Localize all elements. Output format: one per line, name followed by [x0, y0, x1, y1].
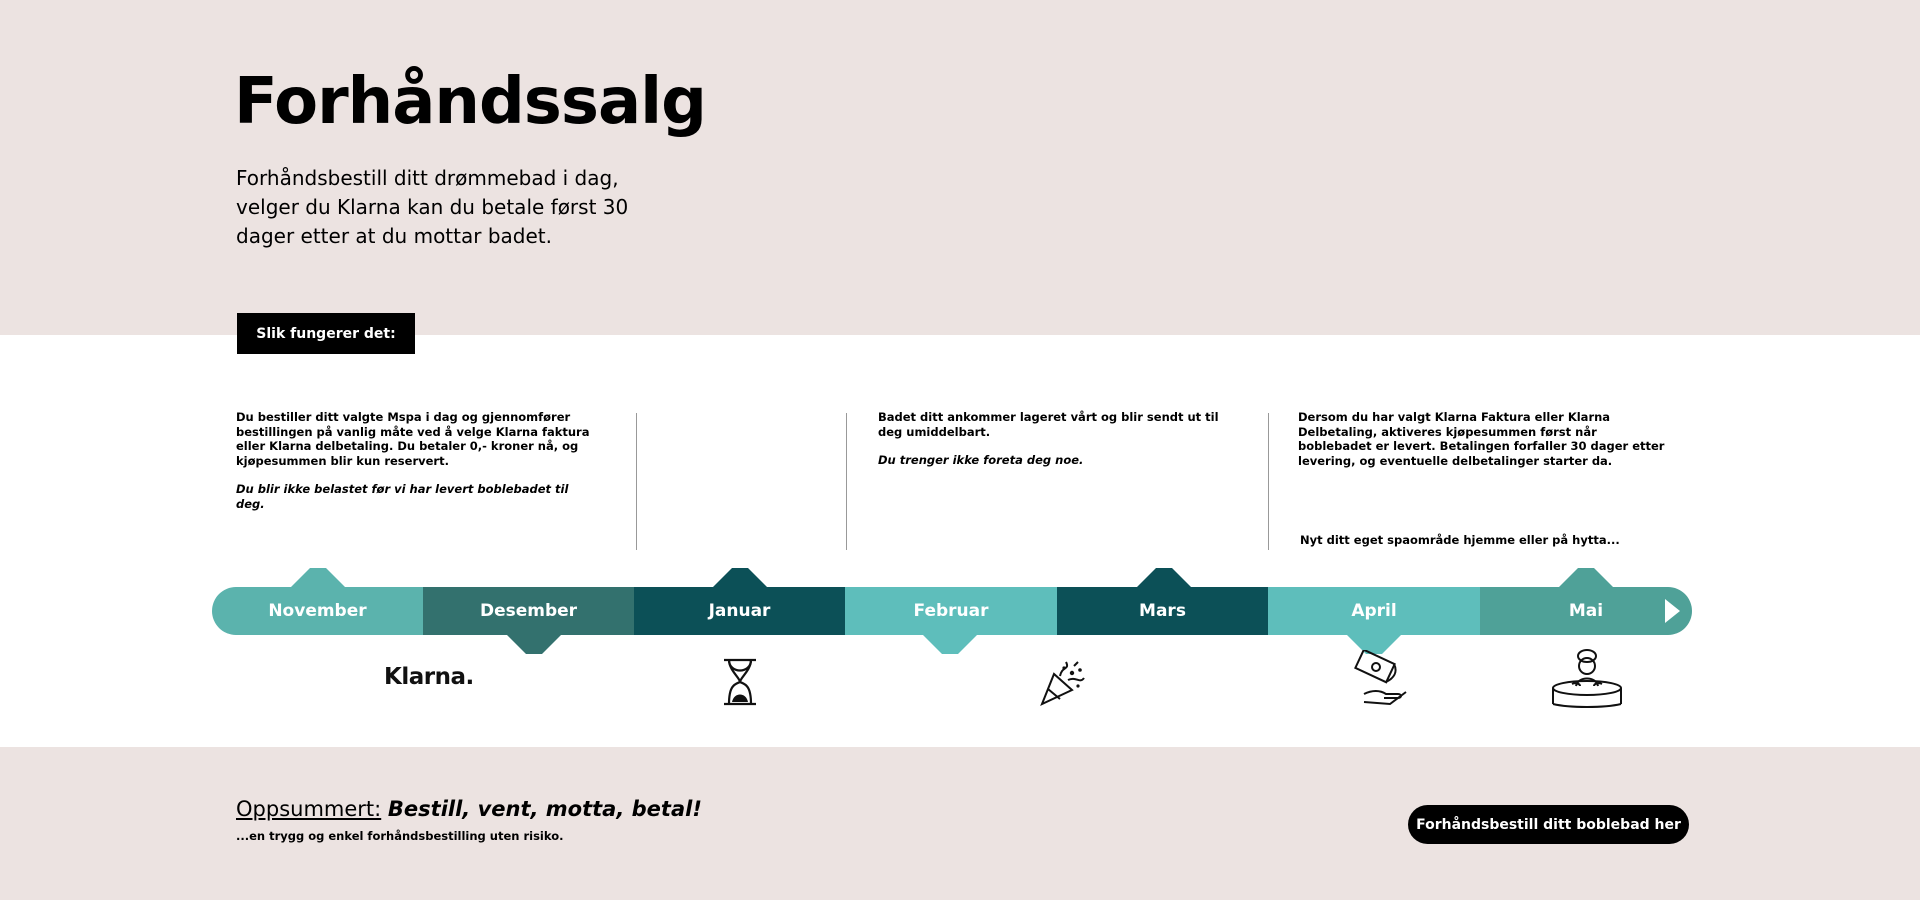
- step-order: [236, 410, 598, 512]
- how-it-works-button[interactable]: Slik fungerer det:: [237, 313, 415, 354]
- summary-label: Oppsummert:: [236, 797, 382, 821]
- month-march: [1057, 587, 1268, 635]
- step-arrival: [878, 410, 1240, 468]
- month-february: [845, 587, 1057, 635]
- step-order-note: Du blir ikke belastet før vi har levert boblebadet til deg.: [236, 482, 569, 511]
- divider: [636, 413, 637, 550]
- marker-down: [504, 632, 564, 656]
- hourglass-icon: [720, 656, 760, 708]
- step-payment-text: Dersom du har valgt Klarna Faktura eller Klarna Delbetaling, aktiveres kjøpesummen først når boblebadet er levert. Betalingen forfaller 30 dager etter levering, og eventuelle delbetalinger starter da.: [1298, 410, 1665, 468]
- month-label: November: [268, 601, 367, 621]
- step-arrival-note: Du trenger ikke foreta deg noe.: [878, 453, 1084, 468]
- summary-subtext: ...en trygg og enkel forhåndsbestilling uten risiko.: [236, 829, 564, 843]
- summary-line: [236, 795, 702, 823]
- month-label: Mars: [1139, 601, 1186, 621]
- summary-text: Bestill, vent, motta, betal!: [387, 797, 702, 821]
- money-hand-icon: [1350, 650, 1410, 708]
- step-order-text: Du bestiller ditt valgte Mspa i dag og gjennomfører bestillingen på vanlig måte ved å velge Klarna faktura eller Klarna delbetaling. Du betaler 0,- kroner nå, og kjøpesummen blir kun reservert.: [236, 410, 590, 468]
- month-label: Desember: [479, 601, 578, 621]
- month-january: [634, 587, 845, 635]
- divider: [846, 413, 847, 550]
- step-enjoy-text: Nyt ditt eget spaområde hjemme eller på hytta...: [1300, 533, 1620, 547]
- hero-section: [0, 0, 1920, 335]
- month-label: Mai: [1568, 601, 1604, 621]
- month-label: Januar: [708, 601, 771, 621]
- step-payment: [1298, 410, 1668, 468]
- divider: [1268, 413, 1269, 550]
- step-arrival-text: Badet ditt ankommer lageret vårt og blir sendt ut til deg umiddelbart.: [878, 410, 1219, 439]
- intro-text: Forhåndsbestill ditt drømmebad i dag, velger du Klarna kan du betale først 30 dager etter at du mottar badet.: [236, 166, 629, 248]
- month-november: [212, 587, 423, 635]
- klarna-logo: Klarna.: [384, 664, 474, 690]
- month-april: [1268, 587, 1480, 635]
- marker-down: [920, 632, 980, 656]
- month-may: [1480, 587, 1692, 635]
- month-label: April: [1351, 601, 1397, 621]
- preorder-button[interactable]: Forhåndsbestill ditt boblebad her: [1408, 805, 1689, 844]
- timeline-bar: [212, 587, 1692, 635]
- month-label: Februar: [913, 601, 989, 621]
- play-arrow-icon: [1665, 599, 1680, 623]
- party-popper-icon: [1036, 656, 1086, 708]
- page-title: Forhåndssalg: [234, 65, 706, 139]
- hot-tub-person-icon: [1550, 646, 1624, 708]
- month-december: [423, 587, 634, 635]
